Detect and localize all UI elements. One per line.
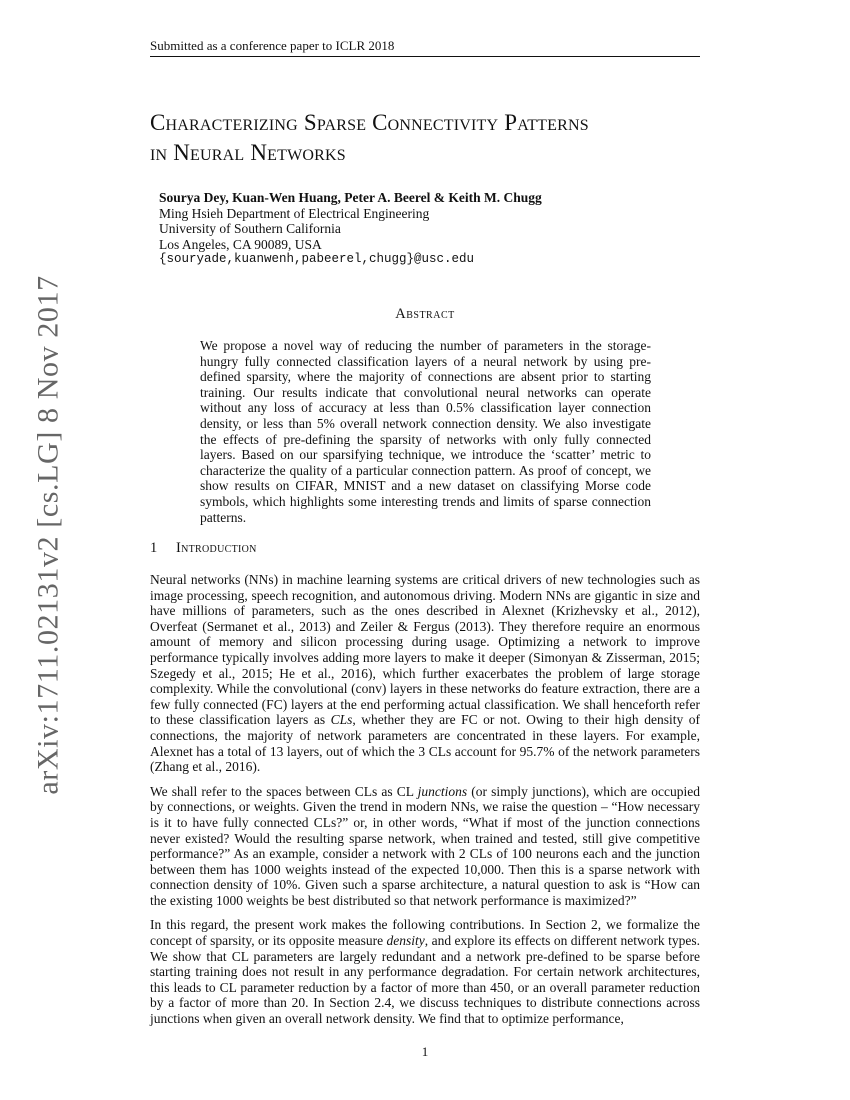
intro-paragraph-1 (150, 572, 700, 775)
arxiv-watermark (24, 275, 74, 795)
abstract-text-b: classification layer connection density, or less than (200, 400, 651, 431)
abstract-text-a: We propose a novel way of reducing the number of parameters in the storage-hungry fully connected classification layers of a neural network by using pre-defined sparsity, where the majority of connections are absent prior to starting training. Our results indicate that convolutional neural networks can operate without any loss of accuracy at less than (200, 338, 651, 416)
author-emails: {souryade,kuanwenh,pabeerel,chugg}@usc.edu (159, 252, 475, 266)
author-location: Los Angeles, CA 90089, USA (159, 236, 322, 252)
author-block (159, 190, 679, 268)
intro-paragraph-2 (150, 784, 700, 909)
intro-p3-emphasis: density (386, 933, 425, 949)
title-line-2: in Neural Networks (150, 140, 346, 165)
section-heading-introduction (150, 540, 700, 557)
author-names: Sourya Dey, Kuan-Wen Huang, Peter A. Beerel & Keith M. Chugg (159, 190, 542, 205)
intro-p2-emphasis: junctions (417, 783, 468, 799)
introduction-body (150, 572, 700, 1036)
author-department: Ming Hsieh Department of Electrical Engineering (159, 205, 430, 221)
abstract-text-c: overall network connection density. We also investigate the effects of pre-defining the sparsity of networks with only fully connected layers. Based on our sparsifying technique, we introduce the ‘scatter’ metric to characterize the quality of a particular connection pattern. As proof of concept, we show results on CIFAR, MNIST and a new dataset on classifying Morse code symbols, which highlights some interesting trends and limits of sparse connection patterns. (200, 415, 651, 525)
author-university: University of Southern California (159, 221, 341, 236)
arxiv-identifier: arXiv:1711.02131v2 [cs.LG] 8 Nov 2017 (32, 275, 66, 795)
abstract-heading: Abstract (395, 306, 455, 322)
title-line-1: Characterizing Sparse Connectivity Patterns (150, 110, 589, 135)
paper-title (150, 108, 710, 168)
page-number: 1 (421, 1044, 429, 1059)
intro-p3-text-b: , and explore its effects on different network types. We show that CL parameters are largely redundant and a network pre-defined to be sparse before starting training does not result in any performance degradation. For certain network architectures, this leads to CL parameter reduction by a factor of more than 450, or an overall parameter reduction by a factor of more than 20. In Section 2.4, we discuss techniques to distribute connections across junctions when given an overall network density. We find that to optimize performance, (150, 933, 700, 1027)
abstract-math-density-overall: 5% (316, 415, 335, 431)
intro-p1-text-b: , whether they are FC or not. Owing to their high density of connections, the majority of network parameters are concentrated in these layers. For example, Alexnet has a total of 13 layers, out of which the 3 CLs account for 95.7% of the network parameters (Zhang et al., 2016). (150, 712, 700, 775)
intro-p1-emphasis: CLs (330, 712, 353, 728)
abstract-paragraph (200, 338, 651, 525)
running-header: Submitted as a conference paper to ICLR 2018 (150, 38, 395, 53)
intro-p3-text-a: In this regard, the present work makes the following contributions. In Section 2, we formalize the concept of sparsity, or its opposite measure (150, 917, 700, 949)
section-title: Introduction (176, 540, 257, 556)
header-rule (150, 56, 700, 57)
intro-p2-text-a: We shall refer to the spaces between CLs as CL (150, 783, 418, 799)
intro-p1-text-a: Neural networks (NNs) in machine learning systems are critical drivers of new technologies such as image processing, speech recognition, and autonomous driving. Modern NNs are gigantic in size and have millions of parameters, such as the ones described in Alexnet (Krizhevsky et al., 2012), Overfeat (Sermanet et al., 2013) and Zeiler & Fergus (2013). They therefore require an enormous amount of memory and silicon processing during usage. Optimizing a network to improve performance typically involves adding more layers to make it deeper (Simonyan & Zisserman, 2015; Szegedy et al., 2015; He et al., 2016), which further exacerbates the problem of large storage complexity. While the convolutional (conv) layers in these networks do feature extraction, there are a few fully connected (FC) layers at the end performing actual classification. We shall henceforth refer to these classification layers as (150, 572, 700, 728)
intro-paragraph-3 (150, 917, 700, 1026)
section-number: 1 (150, 540, 158, 556)
abstract-math-density-cl: 0.5% (446, 400, 475, 416)
intro-p2-text-b: (or simply junctions), which are occupied by connections, or weights. Given the trend in modern NNs, we raise the question – “How necessary is it to have fully connected CLs?” or, in other words, “What if most of the junction connections never existed? Would the resulting sparse network, when trained and tested, still give competitive performance?” As an example, consider a network with 2 CLs of 100 neurons each and the junction between them has 1000 weights instead of the expected 10,000. Then this is a sparse network with connection density of 10%. Given such a sparse architecture, a natural question to ask is “How can the existing 1000 weights be best distributed so that network performance is maximized?” (150, 783, 700, 908)
